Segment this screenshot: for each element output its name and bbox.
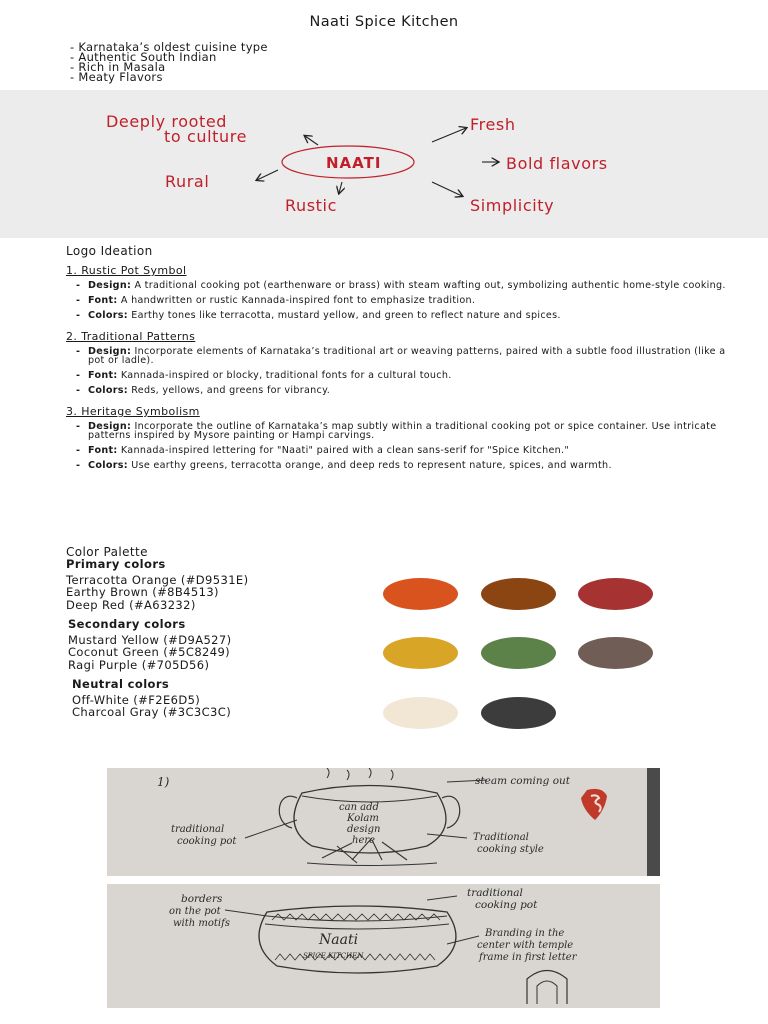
ideation-heading: Logo Ideation bbox=[66, 244, 153, 258]
sketch2-note-5: Naati bbox=[319, 932, 359, 948]
item-key: Font: bbox=[88, 370, 118, 381]
item-key: Design: bbox=[88, 346, 132, 357]
item-key: Design: bbox=[88, 421, 132, 432]
sketch-photo-2 bbox=[107, 884, 660, 1008]
ideation-section bbox=[66, 264, 736, 320]
sketch1-note-2: can add bbox=[339, 802, 379, 813]
sketch2-note-8: center with temple bbox=[477, 940, 574, 951]
mindmap-rural: Rural bbox=[165, 172, 210, 191]
mindmap-culture-line1: Deeply rooted bbox=[106, 112, 228, 131]
sketch2-note-4: cooking pot bbox=[475, 899, 538, 911]
ideation-section bbox=[66, 330, 736, 395]
ideation-item bbox=[74, 347, 736, 365]
arrow-rural bbox=[257, 170, 278, 180]
color-label: Earthy Brown (#8B4513) bbox=[66, 585, 219, 599]
ideation-section bbox=[66, 405, 736, 470]
sketch1-note-4: design bbox=[347, 824, 381, 835]
sketch2-note-2: with motifs bbox=[173, 918, 230, 929]
item-text: Kannada-inspired lettering for "Naati" paired with a clean sans-serif for "Spice Kitchen." bbox=[120, 445, 570, 456]
arrow-simplicity bbox=[432, 182, 462, 196]
item-text: Kannada-inspired or blocky, traditional fonts for a cultural touch. bbox=[120, 370, 452, 381]
item-text: Incorporate the outline of Karnataka’s map subtly within a traditional cooking pot or spice container. Use intricate patterns inspired by Mysore painting or Hampi carvings. bbox=[88, 421, 717, 441]
sketch1-note-0: 1) bbox=[157, 775, 170, 789]
mindmap-band bbox=[0, 90, 768, 238]
mindmap-bold: Bold flavors bbox=[506, 154, 608, 173]
item-text: A handwritten or rustic Kannada-inspired font to emphasize tradition. bbox=[120, 295, 476, 306]
swatch-deep-red bbox=[578, 578, 653, 610]
section-title: 2. Traditional Patterns bbox=[66, 330, 196, 343]
sketch1-note-6: traditional bbox=[171, 824, 225, 835]
pot-sketch-1 bbox=[107, 768, 660, 876]
ideation-item bbox=[74, 446, 736, 455]
swatch-terracotta-orange bbox=[383, 578, 458, 610]
intro-item: - Authentic South Indian bbox=[70, 52, 268, 62]
mindmap-center: NAATI bbox=[326, 154, 382, 172]
mindmap-culture-line2: to culture bbox=[164, 127, 248, 146]
item-text: Incorporate elements of Karnataka’s traditional art or weaving patterns, paired with a subtle food illustration (like a pot or ladle). bbox=[88, 346, 726, 366]
color-label: Ragi Purple (#705D56) bbox=[68, 657, 210, 672]
item-key: Design: bbox=[88, 280, 132, 291]
group-heading: Neutral colors bbox=[72, 677, 170, 691]
arrow-fresh bbox=[432, 128, 466, 142]
sketch2-note-3: traditional bbox=[467, 887, 523, 899]
ideation-item bbox=[74, 371, 736, 380]
palette-group-secondary bbox=[68, 618, 232, 671]
sketch2-note-1: on the pot bbox=[169, 906, 221, 917]
ideation-item bbox=[74, 461, 736, 470]
ideation-item bbox=[74, 422, 736, 440]
page-title: Naati Spice Kitchen bbox=[309, 14, 459, 30]
intro-item: - Rich in Masala bbox=[70, 62, 268, 72]
item-text: Use earthy greens, terracotta orange, and deep reds to represent nature, spices, and warmth. bbox=[131, 460, 612, 471]
color-label: Coconut Green (#5C8249) bbox=[68, 645, 231, 659]
palette-group-primary bbox=[66, 558, 248, 611]
swatch-ragi-purple bbox=[578, 637, 653, 669]
sketch1-note-9: cooking style bbox=[477, 844, 544, 855]
intro-list bbox=[70, 42, 268, 82]
item-text: Earthy tones like terracotta, mustard yellow, and green to reflect nature and spices. bbox=[131, 310, 561, 321]
ideation-item bbox=[74, 296, 736, 305]
sketch2-note-0: borders bbox=[181, 893, 223, 905]
mindmap-rustic: Rustic bbox=[285, 196, 337, 215]
swatch-mustard-yellow bbox=[383, 637, 458, 669]
palette-heading: Color Palette bbox=[66, 545, 148, 559]
color-label: Charcoal Gray (#3C3C3C) bbox=[72, 705, 232, 719]
logo-ideation bbox=[66, 244, 736, 478]
sketch2-note-9: frame in first letter bbox=[479, 952, 577, 963]
item-key: Font: bbox=[88, 445, 118, 456]
group-heading: Secondary colors bbox=[68, 617, 186, 631]
sketch1-note-7: cooking pot bbox=[177, 836, 237, 847]
mindmap-fresh: Fresh bbox=[470, 115, 516, 134]
swatch-off-white bbox=[383, 697, 458, 729]
ideation-item bbox=[74, 386, 736, 395]
color-label: Off-White (#F2E6D5) bbox=[72, 692, 201, 707]
item-key: Colors: bbox=[88, 310, 128, 321]
swatch-earthy-brown bbox=[481, 578, 556, 610]
mindmap-simplicity: Simplicity bbox=[470, 196, 555, 215]
sketch-photo-1 bbox=[107, 768, 660, 876]
pot-sketch-2 bbox=[107, 884, 660, 1008]
sketch1-note-3: Kolam bbox=[347, 813, 379, 824]
section-title: 3. Heritage Symbolism bbox=[66, 405, 200, 418]
section-title: 1. Rustic Pot Symbol bbox=[66, 264, 187, 277]
swatch-charcoal-gray bbox=[481, 697, 556, 729]
palette-group-neutral bbox=[72, 678, 231, 719]
item-key: Colors: bbox=[88, 460, 128, 471]
color-label: Deep Red (#A63232) bbox=[66, 597, 196, 612]
sketch2-note-6: SPICE KITCHEN bbox=[303, 952, 364, 960]
item-key: Font: bbox=[88, 295, 118, 306]
sketch1-note-8: Traditional bbox=[473, 832, 529, 843]
color-label: Mustard Yellow (#D9A527) bbox=[68, 632, 232, 647]
ideation-item bbox=[74, 281, 736, 290]
item-text: Reds, yellows, and greens for vibrancy. bbox=[131, 385, 331, 396]
intro-item: - Karnataka’s oldest cuisine type bbox=[70, 42, 268, 52]
intro-item: - Meaty Flavors bbox=[70, 72, 268, 82]
sketch2-note-7: Branding in the bbox=[485, 928, 565, 939]
sketch1-note-5: here bbox=[352, 835, 376, 846]
group-heading: Primary colors bbox=[66, 557, 166, 571]
swatch-coconut-green bbox=[481, 637, 556, 669]
color-label: Terracotta Orange (#D9531E) bbox=[66, 572, 249, 587]
item-text: A traditional cooking pot (earthenware or brass) with steam wafting out, symbolizing authentic home-style cooking. bbox=[134, 280, 726, 291]
arrow-rustic bbox=[339, 182, 342, 193]
arrow-culture bbox=[305, 136, 318, 145]
ideation-item bbox=[74, 311, 736, 320]
sketch1-note-1: steam coming out bbox=[475, 775, 571, 787]
item-key: Colors: bbox=[88, 385, 128, 396]
